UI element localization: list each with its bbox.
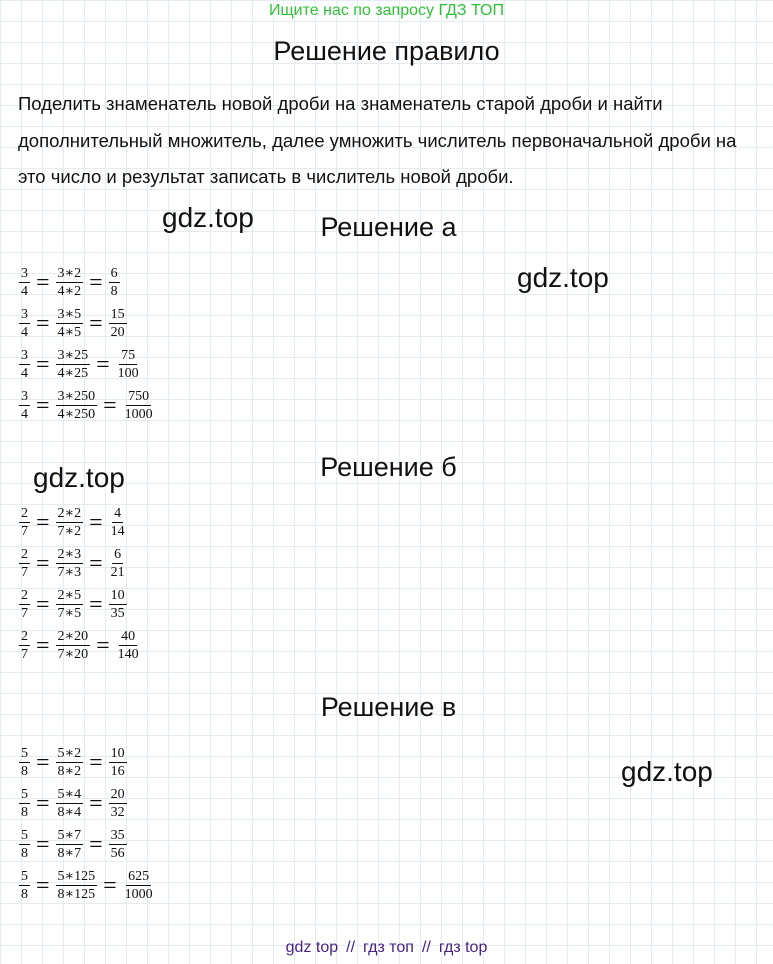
fraction-right (123, 389, 155, 422)
fraction-left (19, 588, 30, 621)
denominator: 7∗5 (57, 606, 82, 621)
section-a-title (0, 212, 773, 243)
fraction-right (109, 787, 127, 820)
numerator: 5∗2 (57, 746, 82, 761)
numerator: 2∗2 (57, 506, 82, 521)
numerator: 40 (121, 629, 136, 644)
denominator: 100 (117, 366, 139, 381)
fraction-mid (56, 506, 84, 539)
top-banner-link[interactable]: Ищите нас по запросу ГДЗ ТОП (269, 2, 504, 19)
denominator: 20 (110, 325, 125, 340)
section-b-title-text: Решение б (320, 452, 457, 482)
denominator: 4 (21, 284, 28, 299)
equals-sign: = (36, 310, 50, 337)
numerator: 2∗5 (57, 588, 82, 603)
fraction-right (109, 588, 127, 621)
equals-sign: = (89, 591, 103, 618)
equation-row (19, 502, 141, 543)
equation-row (19, 385, 155, 426)
fraction-right (109, 828, 127, 861)
numerator: 3∗2 (57, 266, 82, 281)
rule-title: Решение правило (273, 36, 500, 66)
denominator: 35 (110, 606, 125, 621)
equals-sign: = (36, 632, 50, 659)
numerator: 20 (110, 787, 125, 802)
rule-text: Поделить знаменатель новой дроби на знаменатель старой дроби и найти дополнительный множитель, далее умножить числитель первоначальной дроби на это число и результат записать в числитель новой дроби. (18, 93, 737, 187)
denominator: 4 (21, 366, 28, 381)
footer-link-gdz-top-ru[interactable]: гдз топ (363, 939, 414, 956)
denominator: 7 (21, 524, 28, 539)
numerator: 3 (21, 389, 28, 404)
denominator: 4∗25 (57, 366, 89, 381)
denominator: 16 (110, 764, 125, 779)
numerator: 3∗250 (57, 389, 96, 404)
denominator: 4∗2 (57, 284, 82, 299)
numerator: 75 (121, 348, 136, 363)
fraction-right (116, 629, 141, 662)
watermark: gdz.top (162, 202, 254, 233)
numerator: 5∗125 (57, 869, 96, 884)
fraction-left (19, 547, 30, 580)
equals-sign: = (36, 269, 50, 296)
numerator: 3∗25 (57, 348, 89, 363)
watermark: gdz.top (33, 462, 125, 493)
footer-link-gdz-top[interactable]: gdz top (285, 939, 339, 956)
equation-row (19, 824, 155, 865)
equals-sign: = (89, 269, 103, 296)
numerator: 35 (110, 828, 125, 843)
fraction-right (123, 869, 155, 902)
denominator: 4 (21, 325, 28, 340)
equals-sign: = (36, 749, 50, 776)
equation-row (19, 303, 155, 344)
equation-row (19, 742, 155, 783)
equals-sign: = (36, 509, 50, 536)
numerator: 10 (110, 746, 125, 761)
equals-sign: = (36, 790, 50, 817)
denominator: 56 (110, 846, 125, 861)
fraction-left (19, 828, 30, 861)
footer-separator: // (346, 939, 356, 956)
fraction-left (19, 307, 30, 340)
equals-sign: = (36, 392, 50, 419)
fraction-mid (56, 828, 84, 861)
numerator: 625 (128, 869, 150, 884)
equals-sign: = (89, 831, 103, 858)
fraction-right (109, 307, 127, 340)
denominator: 1000 (124, 407, 153, 422)
denominator: 1000 (124, 887, 153, 902)
fraction-mid (56, 746, 84, 779)
fraction-mid (56, 588, 84, 621)
equals-sign: = (89, 749, 103, 776)
equals-sign: = (96, 632, 110, 659)
equals-sign: = (36, 351, 50, 378)
denominator: 7∗2 (57, 524, 82, 539)
fraction-right (116, 348, 141, 381)
denominator: 14 (110, 524, 125, 539)
numerator: 4 (114, 506, 122, 521)
fraction-mid (56, 869, 98, 902)
numerator: 5 (21, 746, 28, 761)
numerator: 15 (110, 307, 125, 322)
numerator: 3∗5 (57, 307, 82, 322)
footer-link-gdz-top-mixed[interactable]: гдз top (438, 939, 488, 956)
numerator: 2 (21, 588, 28, 603)
equals-sign: = (36, 831, 50, 858)
numerator: 3 (21, 307, 28, 322)
denominator: 8∗125 (57, 887, 96, 902)
equation-row (19, 543, 141, 584)
watermark: gdz.top (621, 756, 713, 787)
equals-sign: = (103, 392, 117, 419)
equation-row (19, 584, 141, 625)
numerator: 5∗4 (57, 787, 82, 802)
equation-row (19, 344, 155, 385)
fraction-left (19, 629, 30, 662)
fraction-left (19, 266, 30, 299)
equation-row (19, 783, 155, 824)
fraction-mid (56, 547, 84, 580)
fraction-right (109, 746, 127, 779)
equals-sign: = (96, 351, 110, 378)
footer-separator: // (421, 939, 431, 956)
numerator: 3 (21, 266, 28, 281)
equals-sign: = (103, 872, 117, 899)
fraction-right (109, 547, 127, 580)
fraction-left (19, 746, 30, 779)
denominator: 4 (21, 407, 28, 422)
denominator: 8 (21, 764, 28, 779)
numerator: 5 (21, 828, 28, 843)
fraction-left (19, 389, 30, 422)
numerator: 2 (21, 547, 28, 562)
denominator: 8 (21, 887, 28, 902)
numerator: 2∗3 (57, 547, 82, 562)
numerator: 2 (21, 629, 28, 644)
numerator: 5 (21, 787, 28, 802)
equals-sign: = (89, 550, 103, 577)
denominator: 7∗3 (57, 565, 82, 580)
section-c-equations (19, 742, 155, 906)
equals-sign: = (36, 591, 50, 618)
denominator: 8 (21, 805, 28, 820)
denominator: 8∗7 (57, 846, 82, 861)
equals-sign: = (36, 550, 50, 577)
denominator: 7 (21, 606, 28, 621)
denominator: 140 (117, 647, 139, 662)
section-a-title-text: Решение а (320, 212, 457, 242)
denominator: 8 (21, 846, 28, 861)
denominator: 7 (21, 565, 28, 580)
denominator: 32 (110, 805, 125, 820)
section-b-title (0, 452, 773, 483)
section-c-title (0, 692, 773, 723)
fraction-right (109, 266, 120, 299)
fraction-left (19, 506, 30, 539)
denominator: 8 (110, 284, 118, 299)
denominator: 8∗4 (57, 805, 82, 820)
fraction-mid (56, 389, 98, 422)
denominator: 7 (21, 647, 28, 662)
watermark: gdz.top (517, 262, 609, 293)
section-c-title-text: Решение в (320, 692, 457, 722)
numerator: 6 (110, 266, 118, 281)
denominator: 21 (110, 565, 125, 580)
denominator: 4∗5 (57, 325, 82, 340)
fraction-left (19, 348, 30, 381)
numerator: 2∗20 (57, 629, 89, 644)
equation-row (19, 865, 155, 906)
equals-sign: = (36, 872, 50, 899)
section-b-equations (19, 502, 141, 666)
denominator: 4∗250 (57, 407, 96, 422)
numerator: 2 (21, 506, 28, 521)
denominator: 8∗2 (57, 764, 82, 779)
fraction-left (19, 869, 30, 902)
equation-row (19, 262, 155, 303)
footer (0, 939, 773, 957)
fraction-mid (56, 629, 91, 662)
fraction-left (19, 787, 30, 820)
numerator: 5 (21, 869, 28, 884)
fraction-right (109, 506, 127, 539)
numerator: 6 (114, 547, 122, 562)
fraction-mid (56, 787, 84, 820)
equals-sign: = (89, 310, 103, 337)
equation-row (19, 625, 141, 666)
numerator: 750 (128, 389, 150, 404)
fraction-mid (56, 307, 84, 340)
numerator: 5∗7 (57, 828, 82, 843)
equals-sign: = (89, 509, 103, 536)
section-a-equations (19, 262, 155, 426)
numerator: 10 (110, 588, 125, 603)
fraction-mid (56, 266, 84, 299)
numerator: 3 (21, 348, 28, 363)
denominator: 7∗20 (57, 647, 89, 662)
fraction-mid (56, 348, 91, 381)
equals-sign: = (89, 790, 103, 817)
